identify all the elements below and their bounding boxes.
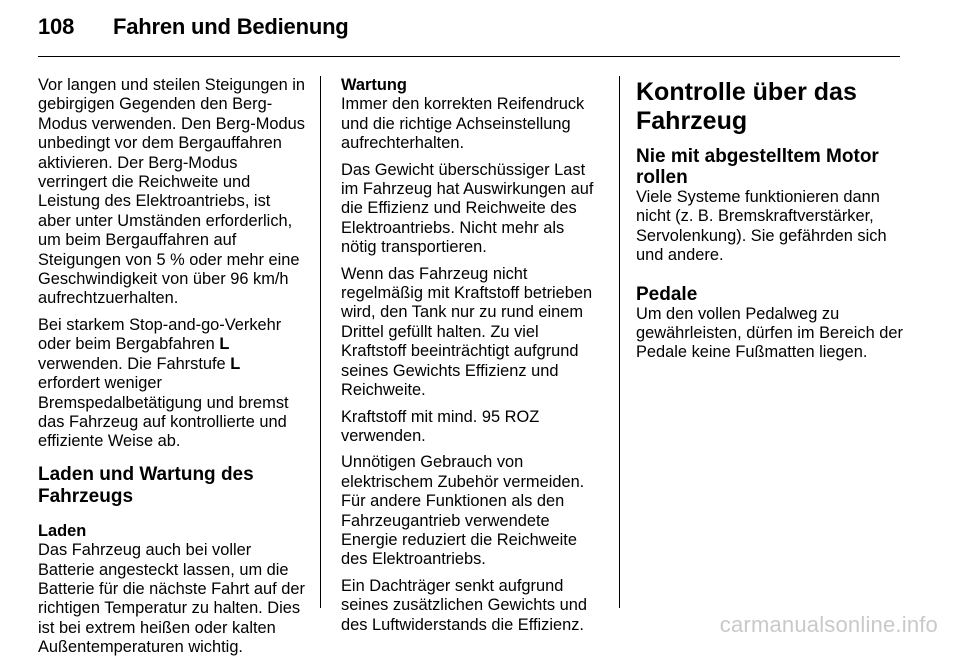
header-divider: [38, 56, 900, 57]
paragraph-gewicht: Das Gewicht überschüssiger Last im Fahrzeug hat Auswirkungen auf die Effizienz und Reichweite des Elektroantriebs. Nicht mehr als nötig transportieren.: [341, 160, 594, 257]
column-middle: [341, 76, 603, 642]
section-heading-kontrolle: Kontrolle über das Fahrzeug: [636, 78, 857, 135]
paragraph-kraftstoff-tank: Wenn das Fahrzeug nicht regelmäßig mit Kraftstoff betrieben wird, den Tank nur zu rund einem Drittel gefüllt halten. Zu viel Kraftstoff beeinträchtigt aufgrund seines Gewichts Effizienz und Reichweite.: [341, 264, 593, 400]
paragraph-stop-and-go: [38, 316, 306, 452]
paragraph-systeme: Viele Systeme funktionieren dann nicht (z. B. Bremskraftverstärker, Servolenkung). Sie gefährden sich und andere.: [636, 188, 887, 265]
page-title: Fahren und Bedienung: [113, 14, 349, 39]
text-segment: verwenden. Die Fahrstufe: [38, 354, 231, 373]
text-segment: Bei starkem Stop-and-go-Verkehr oder beim Bergabfahren: [38, 315, 282, 354]
paragraph-reifendruck: Immer den korrekten Reifendruck und die richtige Achseinstellung aufrechterhalten.: [341, 95, 585, 153]
column-right: [636, 76, 904, 370]
column-divider-left: [320, 76, 321, 608]
subheading-motor-rollen: Nie mit abgestelltem Motor rollen: [636, 146, 879, 188]
subheading-laden: Laden: [38, 521, 87, 540]
subheading-pedale: Pedale: [636, 283, 698, 305]
page-header: [38, 14, 349, 40]
section-heading-laden-wartung: Laden und Wartung des Fahrzeugs: [38, 463, 254, 507]
paragraph-laden: Das Fahrzeug auch bei voller Batterie angesteckt lassen, um die Batterie für die nächste Fahrt auf der richtigen Temperatur zu halten. Dies ist bei extrem heißen oder kalten Außentemperaturen wichtig.: [38, 541, 305, 657]
column-left: [38, 76, 306, 665]
text-segment: erfordert weniger Bremspedalbetätigung und bremst das Fahrzeug auf kontrollierte und effiziente Weise ab.: [38, 374, 289, 451]
paragraph-zubehoer: Unnötigen Gebrauch von elektrischem Zubehör vermeiden. Für andere Funktionen als den Fahrzeugantrieb verwendete Energie reduziert die Reichweite des Elektroantriebs.: [341, 453, 585, 569]
paragraph-dachtraeger: Ein Dachträger senkt aufgrund seines zusätzlichen Gewichts und des Luftwiderstands die Effizienz.: [341, 576, 587, 634]
gear-l-label: L: [230, 354, 241, 373]
gear-l-label: L: [219, 335, 230, 354]
paragraph-pedale: Um den vollen Pedalweg zu gewährleisten, dürfen im Bereich der Pedale keine Fußmatten liegen.: [636, 304, 903, 362]
column-divider-right: [619, 76, 620, 608]
watermark: carmanualsonline.info: [719, 612, 938, 637]
paragraph-berg-modus: Vor langen und steilen Steigungen in gebirgigen Gegenden den Berg-Modus verwenden. Den Berg-Modus unbedingt vor dem Bergauffahren aktivieren. Der Berg-Modus verringert die Reichweite und Leistung des Elektroantriebs, ist aber unter Umständen erforderlich, um beim Bergauffahren auf Steigungen von 5 % oder mehr eine Geschwindigkeit von über 96 km/h aufrechtzuerhalten.: [38, 76, 306, 308]
page-number: 108: [38, 14, 75, 39]
subheading-wartung: Wartung: [341, 76, 407, 94]
paragraph-roz: Kraftstoff mit mind. 95 ROZ verwenden.: [341, 407, 540, 445]
